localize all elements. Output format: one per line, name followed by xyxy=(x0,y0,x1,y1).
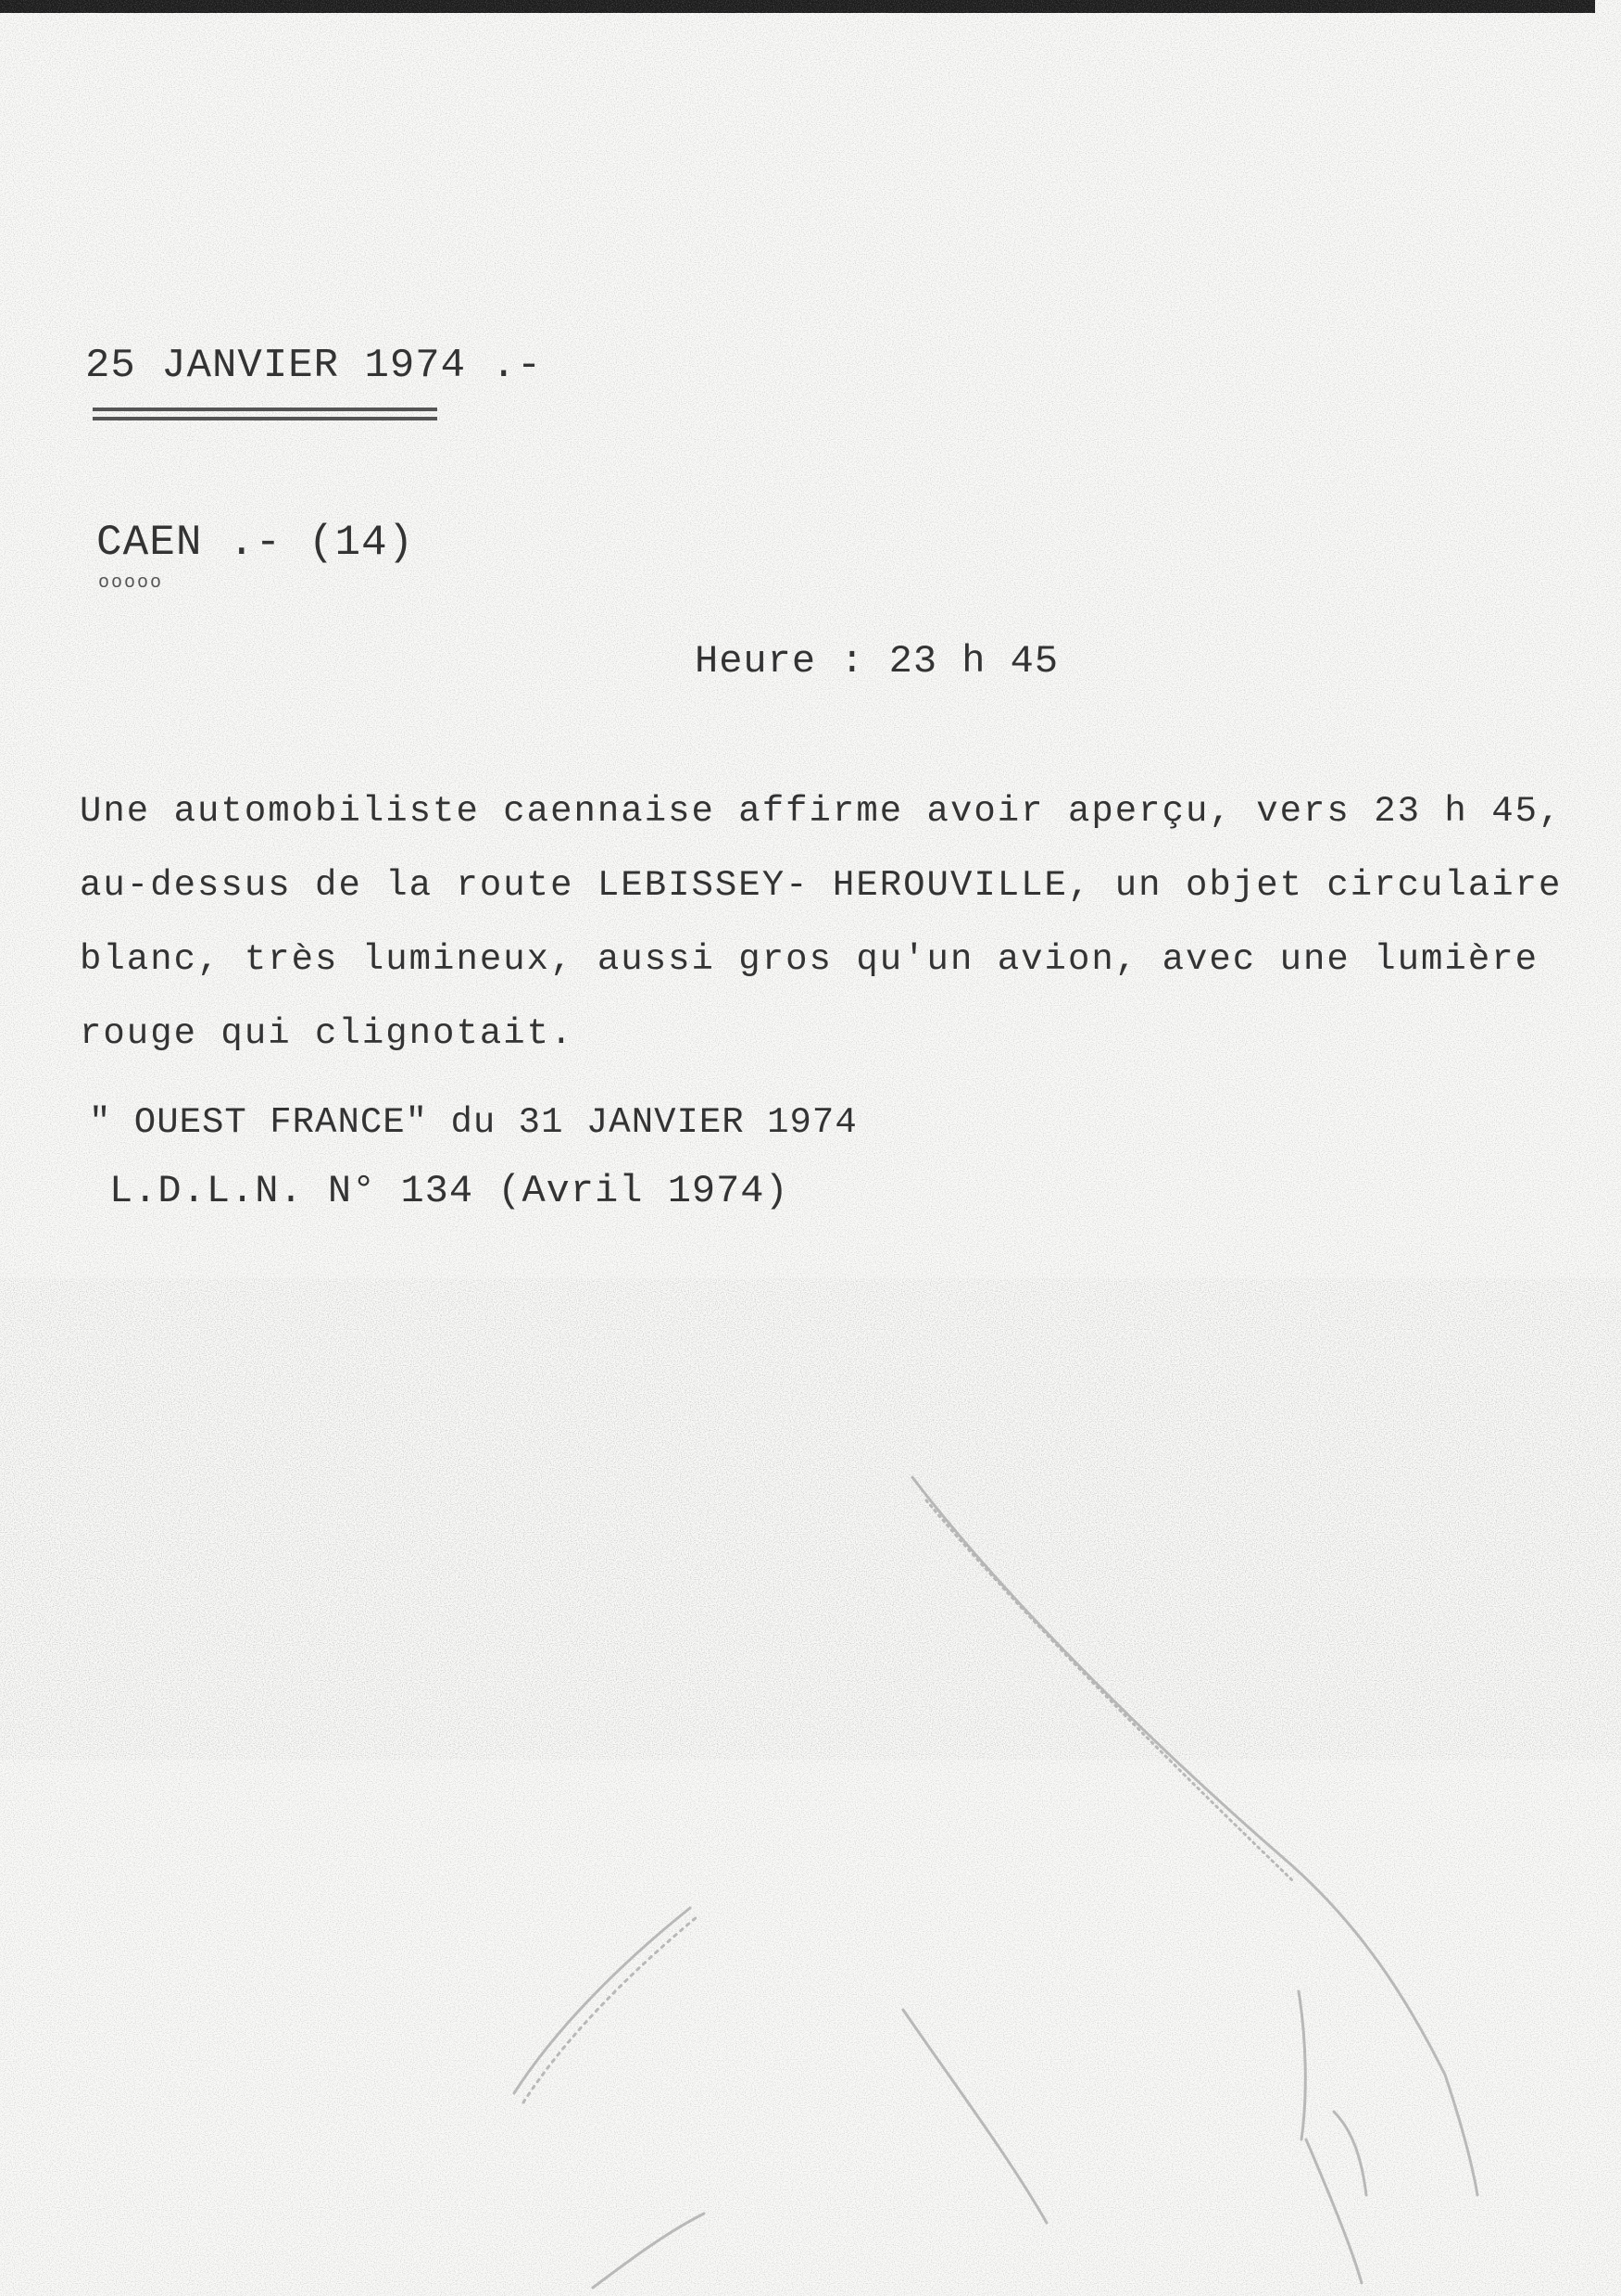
location-heading: CAEN .- (14) xyxy=(96,519,415,567)
paragraph-line: blanc, très lumineux, aussi gros qu'un avion, avec une lumière xyxy=(80,939,1539,980)
paragraph-line: rouge qui clignotait. xyxy=(80,1013,574,1054)
date-heading: 25 JANVIER 1974 .- xyxy=(85,343,543,389)
paragraph-line: Une automobiliste caennaise affirme avoir aperçu, vers 23 h 45, xyxy=(80,791,1563,832)
time-label: Heure : 23 h 45 xyxy=(695,639,1060,684)
source-newspaper: " OUEST FRANCE" du 31 JANVIER 1974 xyxy=(89,1102,858,1143)
location-underline-marks: ooooo xyxy=(98,572,164,594)
paragraph-line: au-dessus de la route LEBISSEY- HEROUVILLE, un objet circulaire xyxy=(80,865,1563,906)
source-journal: L.D.L.N. N° 134 (Avril 1974) xyxy=(109,1169,789,1213)
